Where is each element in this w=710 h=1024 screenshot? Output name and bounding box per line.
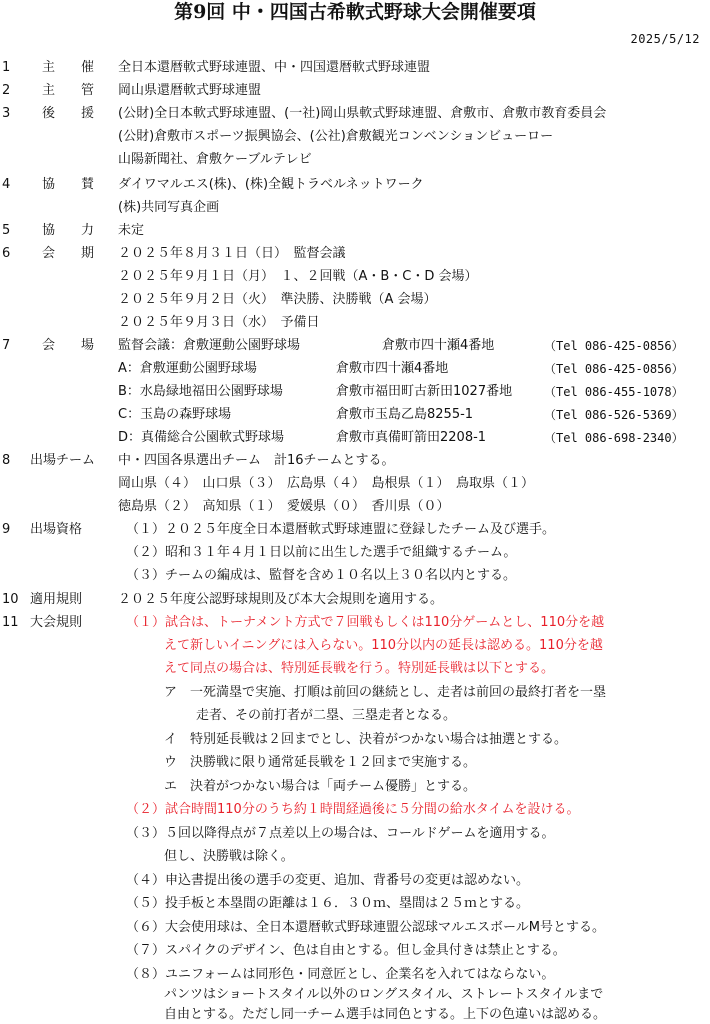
item-label-cooperation: 協 力	[42, 223, 95, 238]
venue-name: B：水島緑地福田公園野球場	[118, 384, 283, 399]
item-number: 11	[2, 615, 19, 630]
venue-name: D：真備総合公園軟式野球場	[118, 430, 285, 445]
item-label-rules-applied: 適用規則	[30, 592, 83, 607]
rule-line: えて同点の場合は、特別延長戦を行う。特別延長戦は以下とする。	[164, 661, 555, 676]
schedule-line: ２０２５年９月２日（火） 準決勝、決勝戦（A 会場）	[118, 292, 437, 307]
venue-tel: （Tel 086-698-2340）	[544, 431, 684, 445]
venue-tel: （Tel 086-425-0856）	[544, 362, 684, 376]
item-number: 6	[2, 246, 11, 261]
rule-line: イ 特別延長戦は２回までとし、決着がつかない場合は抽選とする。	[164, 732, 568, 747]
item-text: 全日本還暦軟式野球連盟、中・四国還暦軟式野球連盟	[118, 60, 431, 75]
item-number: 3	[2, 106, 11, 121]
item-number: 7	[2, 338, 11, 353]
item-number: 8	[2, 453, 11, 468]
item-text: (公財)全日本軟式野球連盟、(一社)岡山県軟式野球連盟、倉敷市、倉敷市教育委員会	[118, 106, 607, 121]
venue-tel: （Tel 086-455-1078）	[544, 385, 684, 399]
item-text: 岡山県（４） 山口県（３） 広島県（４） 島根県（１） 鳥取県（１）	[118, 476, 535, 491]
item-label-tournament-rules: 大会規則	[30, 615, 83, 630]
venue-address: 倉敷市福田町古新田1027番地	[336, 384, 513, 399]
venue-name: 監督会議：倉敷運動公園野球場	[118, 338, 301, 353]
venue-name: C：玉島の森野球場	[118, 407, 232, 422]
venue-tel: （Tel 086-526-5369）	[544, 408, 684, 422]
rule-line: （６）大会使用球は、全日本還暦軟式野球連盟公認球マルエスボールM号とする。	[126, 920, 605, 935]
item-number: 10	[2, 592, 19, 607]
page-title: 第9回 中・四国古希軟式野球大会開催要項	[174, 1, 536, 23]
item-text: 岡山県還暦軟式野球連盟	[118, 83, 262, 98]
rule-line: ウ 決勝戦に限り通常延長戦を１２回まで実施する。	[164, 755, 477, 770]
item-label-sponsor: 主 催	[42, 60, 95, 75]
rule-line: （８）ユニフォームは同形色・同意匠とし、企業名を入れてはならない。	[126, 967, 555, 982]
item-text: 未定	[118, 223, 145, 238]
venue-address: 倉敷市四十瀬4番地	[336, 361, 449, 376]
rule-line: （１）試合は、トーナメント方式で７回戦もしくは110分ゲームとし、110分を越	[126, 615, 605, 630]
item-number: 1	[2, 60, 11, 75]
venue-address: 倉敷市玉島乙島8255-1	[336, 407, 474, 422]
rule-line: （４）申込書提出後の選手の変更、追加、背番号の変更は認めない。	[126, 873, 530, 888]
venue-address: 倉敷市四十瀬4番地	[382, 338, 495, 353]
item-text: (公財)倉敷市スポーツ振興協会、(公社)倉敷観光コンベンションビューロー	[118, 129, 554, 144]
item-text: ２０２５年度公認野球規則及び本大会規則を適用する。	[118, 592, 444, 607]
item-label-teams: 出場チーム	[30, 453, 96, 468]
item-label-period: 会 期	[42, 246, 95, 261]
rule-line: えて新しいイニングには入らない。110分以内の延長は認める。110分を越	[164, 638, 603, 653]
schedule-line: ２０２５年８月３１日（日） 監督会議	[118, 246, 346, 261]
item-number: 4	[2, 177, 11, 192]
schedule-line: ２０２５年９月１日（月） １、２回戦（A・B・C・D 会場）	[118, 269, 478, 284]
item-label-cosponsor: 協 賛	[42, 177, 95, 192]
venue-tel: （Tel 086-425-0856）	[544, 339, 684, 353]
rule-line: （３）５回以降得点が７点差以上の場合は、コールドゲームを適用する。	[126, 826, 555, 841]
rule-line: パンツはショートスタイル以外のロングスタイル、ストレートスタイルまで	[164, 987, 604, 1002]
schedule-line: ２０２５年９月３日（水） 予備日	[118, 315, 320, 330]
item-label-venue: 会 場	[42, 338, 95, 353]
document-date: 2025/5/12	[630, 32, 700, 46]
item-label-support: 後 援	[42, 106, 95, 121]
item-number: 9	[2, 522, 11, 537]
item-label-organizer: 主 管	[42, 83, 95, 98]
item-text: ダイワマルエス(株)、(株)全観トラベルネットワーク	[118, 177, 424, 192]
item-text: （１）２０２５年度全日本還暦軟式野球連盟に登録したチーム及び選手。	[126, 522, 556, 537]
rule-line: （７）スパイクのデザイン、色は自由とする。但し金具付きは禁止とする。	[126, 943, 566, 958]
item-text: （２）昭和３１年４月１日以前に出生した選手で組織するチーム。	[126, 545, 517, 560]
rule-line: ア 一死満塁で実施、打順は前回の継続とし、走者は前回の最終打者を一塁	[164, 685, 607, 700]
rule-line: 走者、その前打者が二塁、三塁走者となる。	[196, 708, 457, 723]
rule-line: 但し、決勝戦は除く。	[164, 849, 294, 864]
rule-line: エ 決着がつかない場合は「両チーム優勝」とする。	[164, 779, 477, 794]
rule-line: （２）試合時間110分のうち約１時間経過後に５分間の給水タイムを設ける。	[126, 802, 580, 817]
venue-address: 倉敷市真備町箭田2208-1	[336, 430, 487, 445]
item-number: 2	[2, 83, 11, 98]
item-text: (株)共同写真企画	[118, 200, 220, 215]
venue-name: A：倉敷運動公園野球場	[118, 361, 257, 376]
item-text: 徳島県（２） 高知県（１） 愛媛県（０） 香川県（０）	[118, 499, 450, 514]
item-number: 5	[2, 223, 11, 238]
rule-line: （５）投手板と本塁間の距離は１６．３０ｍ、塁間は２５ｍとする。	[126, 896, 530, 911]
item-text: 山陽新聞社、倉敷ケーブルテレビ	[118, 152, 312, 167]
item-text: （３）チームの編成は、監督を含め１０名以上３０名以内とする。	[126, 568, 517, 583]
item-text: 中・四国各県選出チーム 計16チームとする。	[118, 453, 395, 468]
item-label-eligibility: 出場資格	[30, 522, 83, 537]
rule-line: 自由とする。ただし同一チーム選手は同色とする。上下の色違いは認める。	[164, 1007, 607, 1022]
